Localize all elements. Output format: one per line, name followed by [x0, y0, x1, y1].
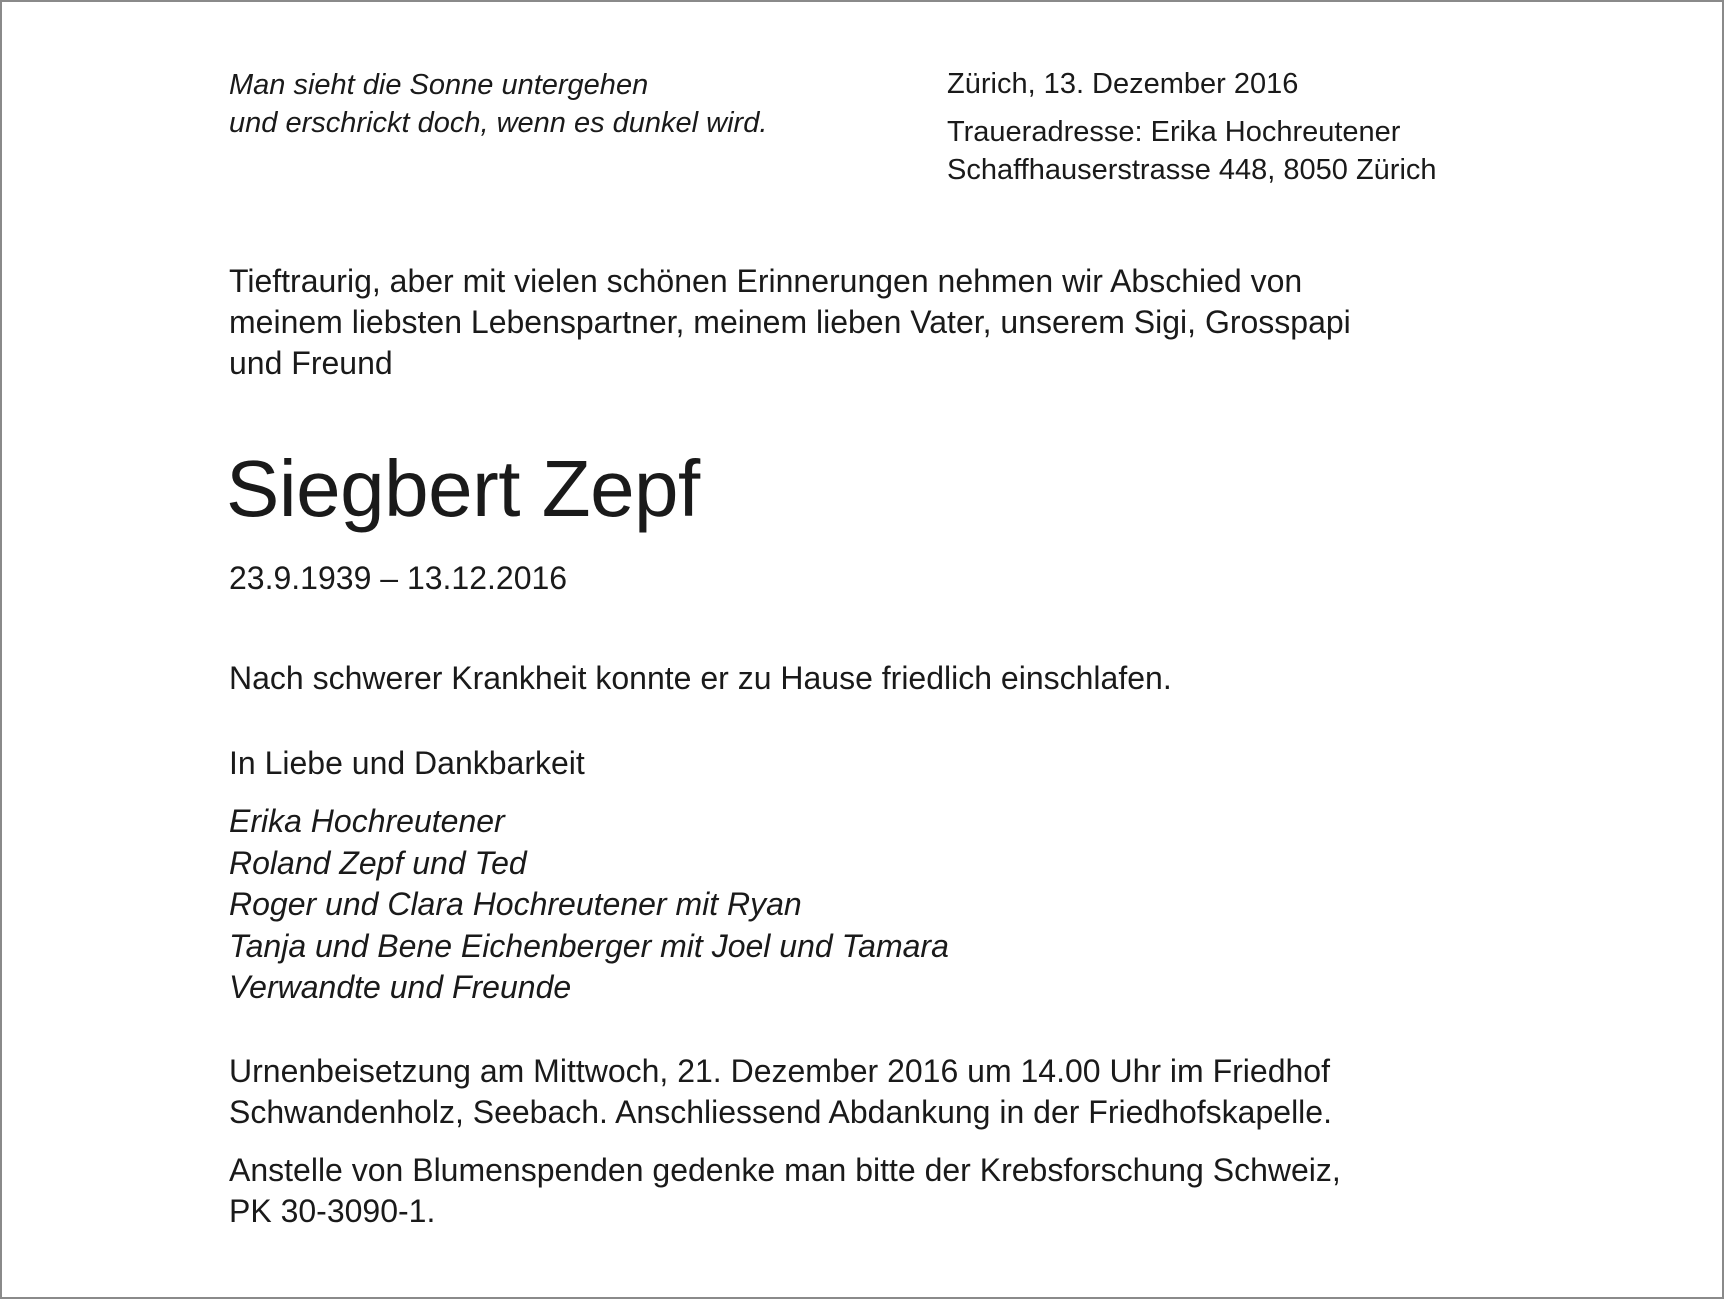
- life-dates: 23.9.1939 – 13.12.2016: [229, 560, 568, 596]
- ceremony-line: Urnenbeisetzung am Mittwoch, 21. Dezember 2016 um 14.00 Uhr im Friedhof: [229, 1053, 1330, 1089]
- motto-line: Man sieht die Sonne untergehen: [229, 69, 649, 101]
- intro-line: und Freund: [229, 345, 393, 381]
- mourner-item: Verwandte und Freunde: [229, 969, 572, 1005]
- mourner-item: Roger und Clara Hochreutener mit Ryan: [229, 886, 802, 922]
- motto-line: und erschrickt doch, wenn es dunkel wird.: [229, 107, 768, 139]
- mourning-info: [947, 65, 1437, 189]
- donation-info: [229, 1150, 1341, 1232]
- intro-line: meinem liebsten Lebenspartner, meinem lieben Vater, unserem Sigi, Grosspapi: [229, 304, 1351, 340]
- motto-quote: [229, 66, 767, 142]
- intro-text: [229, 261, 1351, 384]
- mourner-item: Erika Hochreutener: [229, 803, 505, 839]
- mourners-list: [229, 801, 949, 1009]
- mourner-item: Roland Zepf und Ted: [229, 844, 527, 881]
- mourner-item: Tanja und Bene Eichenberger mit Joel und Tamara: [229, 927, 949, 964]
- place-date: Zürich, 13. Dezember 2016: [947, 68, 1299, 100]
- ceremony-info: [229, 1051, 1332, 1133]
- greeting-text: In Liebe und Dankbarkeit: [229, 745, 585, 781]
- donation-line: PK 30-3090-1.: [229, 1193, 436, 1229]
- passing-text: Nach schwerer Krankheit konnte er zu Hause friedlich einschlafen.: [229, 660, 1172, 696]
- donation-line: Anstelle von Blumenspenden gedenke man bitte der Krebsforschung Schweiz,: [229, 1152, 1341, 1188]
- intro-line: Tieftraurig, aber mit vielen schönen Erinnerungen nehmen wir Abschied von: [229, 263, 1303, 299]
- mourning-address-line: Schaffhauserstrasse 448, 8050 Zürich: [947, 154, 1437, 186]
- deceased-name: Siegbert Zepf: [226, 444, 700, 533]
- mourning-address-line: Traueradresse: Erika Hochreutener: [947, 116, 1401, 148]
- ceremony-line: Schwandenholz, Seebach. Anschliessend Abdankung in der Friedhofskapelle.: [229, 1094, 1332, 1130]
